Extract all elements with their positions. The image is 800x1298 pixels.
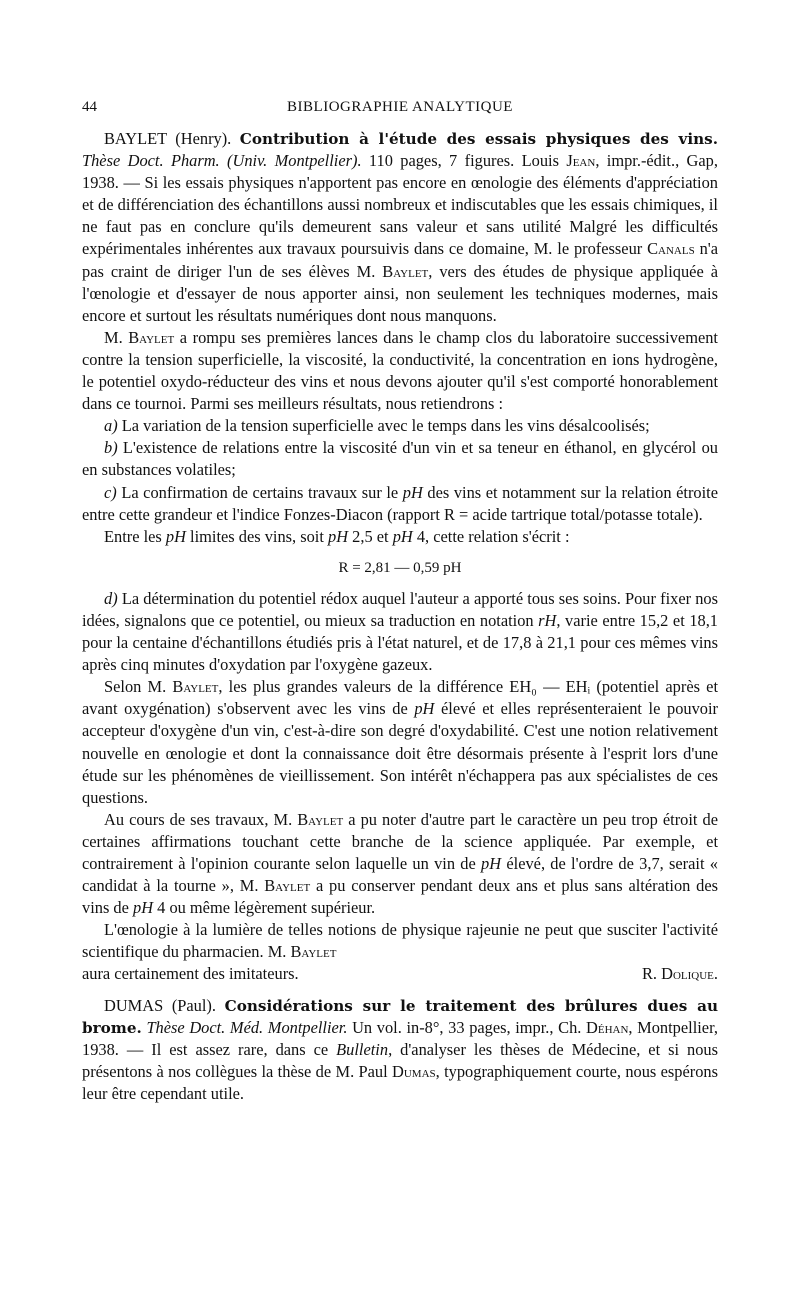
list-item (82, 482, 718, 526)
body-text: , d'analyser les thèses de Médecine, et si nous présentons à nos collègues la thèse de M. Paul (82, 1039, 719, 1081)
body-text: aura certainement des imitateurs. (82, 964, 299, 984)
body-text: La variation de la tension superficielle avec le temps dans les vins désalcoolisés; (117, 416, 650, 436)
body-text: , les plus grandes valeurs de la différence EH₀ — EHᵢ (potentiel après et avant oxygénation) s'observent avec les vins de (82, 677, 719, 719)
body-text: La détermination du potentiel rédox auquel l'auteur a apporté tous ses soins. Pour fixer nos idées, signalons que ce potentiel, ou mieux sa traduction en notation (82, 588, 718, 630)
person-name: Baylet (172, 677, 219, 697)
body-text: , varie entre 15,2 et 18,1 pour la centaine d'échantillons étudiés pris à l'état naturel, et de 17,8 à 21,1 pour ces mêmes vins après cinq minutes d'oxydation par l'oxygène gazeux. (82, 610, 718, 675)
entry-title: Considérations sur le traitement des brûlures dues au brome. (82, 996, 719, 1037)
paragraph (82, 676, 718, 809)
item-label: d) (104, 588, 118, 608)
person-name: Déhan (586, 1017, 629, 1037)
entry-title: Contribution à l'étude des essais physiques des vins. (239, 130, 718, 148)
ph-term: pH (481, 854, 502, 873)
ph-term: pH (165, 526, 186, 546)
body-text: a pu noter d'autre part le caractère un peu trop étroit de certaines affirmations touchant cette branche de la science appliquée. Par exemple, et contrairement à l'opinion courante selon laquelle un vin de (82, 809, 718, 873)
paragraph-end (82, 963, 718, 985)
body-text: limites des vins, soit (185, 526, 329, 546)
item-label: a) (104, 416, 118, 436)
person-name: Dumas (392, 1061, 436, 1081)
paragraph (82, 327, 718, 415)
bulletin-name: Bulletin (336, 1039, 389, 1059)
body-text: M. (104, 327, 129, 347)
person-name: Baylet (290, 942, 337, 962)
body-text: Selon M. (104, 677, 173, 697)
body-text: a rompu ses premières lances dans le champ clos du laboratoire successivement contre la tension superficielle, la viscosité, la conductivité, la concentration en ions hydrogène, le potentiel oxydo-réducteur des vins et nous devons ajouter qu'il s'est comporté honorablement dans ce tournoi. Parmi ses meilleurs résultats, nous retiendrons : (82, 327, 718, 414)
pages-info: 110 pages, 7 figures. Louis (368, 151, 559, 171)
body-text: 4 ou même légèrement supérieur. (153, 898, 376, 918)
page-number: 44 (82, 99, 97, 115)
entry-dumas (82, 995, 718, 1105)
ph-term: pH (392, 526, 413, 546)
entry-baylet-intro (82, 128, 718, 327)
thesis-type: Thèse Doct. Méd. Montpellier. (146, 1017, 348, 1037)
body-text: 4, cette relation s'écrit : (412, 526, 570, 546)
body-text: n'a pas craint de diriger l'un de ses élèves M. (82, 239, 718, 281)
ph-term: pH (328, 526, 349, 546)
body-text: La confirmation de certains travaux sur le (116, 482, 403, 502)
entry-author: DUMAS (Paul). (104, 995, 216, 1015)
body-text: , typographiquement courte, nous espérons leur être cependant utile. (82, 1061, 718, 1103)
list-item (82, 437, 718, 481)
entry-author: BAYLET (Henry). (104, 129, 232, 148)
body-text: Au cours de ses travaux, M. (104, 809, 298, 829)
body-text: a pu conserver pendant deux ans et plus sans altération des vins de (82, 876, 718, 918)
body-text: élevé et elles représenteraient le pouvoir accepteur d'oxygène d'un vin, c'est-à-dire son degré d'oxydabilité. C'est une notion relativement nouvelle en œnologie et dont la connaissance doit être désormais présente à l'esprit lors d'une étude sur les phénomènes de vieillissement. Son intérêt n'échappera pas aux spécialistes de ces questions. (82, 699, 718, 807)
ph-term: pH (414, 699, 435, 719)
item-label: b) (104, 438, 118, 458)
body-text: L'existence de relations entre la viscosité d'un vin et sa teneur en éthanol, en glycérol ou en substances volatiles; (82, 438, 718, 480)
body-text: élevé, de l'ordre de 3,7, serait « candidat à la tourne », M. (82, 854, 718, 896)
body-text: L'œnologie à la lumière de telles notions de physique rajeunie ne peut que susciter l'activité scientifique du pharmacien. M. (82, 920, 718, 962)
publisher-name: Jean (566, 151, 596, 171)
person-name: Canals (647, 239, 695, 259)
body-text: 2,5 et (348, 526, 393, 546)
thesis-type: Thèse Doct. Pharm. (82, 151, 220, 171)
body-text: , vers des études de physique appliquée à l'œnologie et d'essayer de nous apporter ainsi, non seulement les techniques modernes, mais encore et surtout les résultats numériques dont nous manquons. (82, 261, 718, 325)
paragraph (82, 919, 718, 963)
body-text: Entre les (104, 526, 166, 546)
person-name: Baylet (264, 876, 311, 896)
paragraph (82, 809, 718, 919)
person-name: Baylet (128, 327, 175, 347)
list-item (82, 415, 718, 437)
formula: R = 2,81 — 0,59 pH (338, 559, 462, 576)
rh-term: rH (538, 610, 557, 630)
paragraph (82, 526, 718, 548)
body-text: des vins et notamment sur la relation étroite entre cette grandeur et l'indice Fonzes-Diacon (rapport R = acide tartrique total/potasse totale). (82, 482, 719, 524)
person-name: Baylet (297, 809, 344, 829)
university: (Univ. Montpellier). (227, 151, 362, 171)
item-label: c) (104, 482, 117, 502)
running-title: BIBLIOGRAPHIE ANALYTIQUE (287, 99, 513, 115)
list-item (82, 588, 718, 676)
reviewer-signature: R. Dolique. (642, 964, 718, 984)
body-text: , impr.-édit., Gap, 1938. — Si les essais physiques n'apportent pas encore en œnologie des éléments d'appréciation et de différenciation des échantillons aussi nombreux et indiscutables que les essais chimiques, il ne faut pas en conclure qu'ils demeurent sans valeur et sans utilité Malgré les difficultés expérimentales inhérentes aux travaux poursuivis dans ce domaine, M. le professeur (82, 151, 718, 259)
body-text: , Montpellier, 1938. — Il est assez rare, dans ce (82, 1017, 718, 1059)
ph-term: pH (402, 482, 423, 502)
ph-term: pH (133, 898, 154, 918)
body-text: Un vol. in-8°, 33 pages, impr., Ch. (347, 1017, 587, 1037)
page-header (82, 96, 718, 120)
person-name: Baylet (382, 261, 429, 281)
